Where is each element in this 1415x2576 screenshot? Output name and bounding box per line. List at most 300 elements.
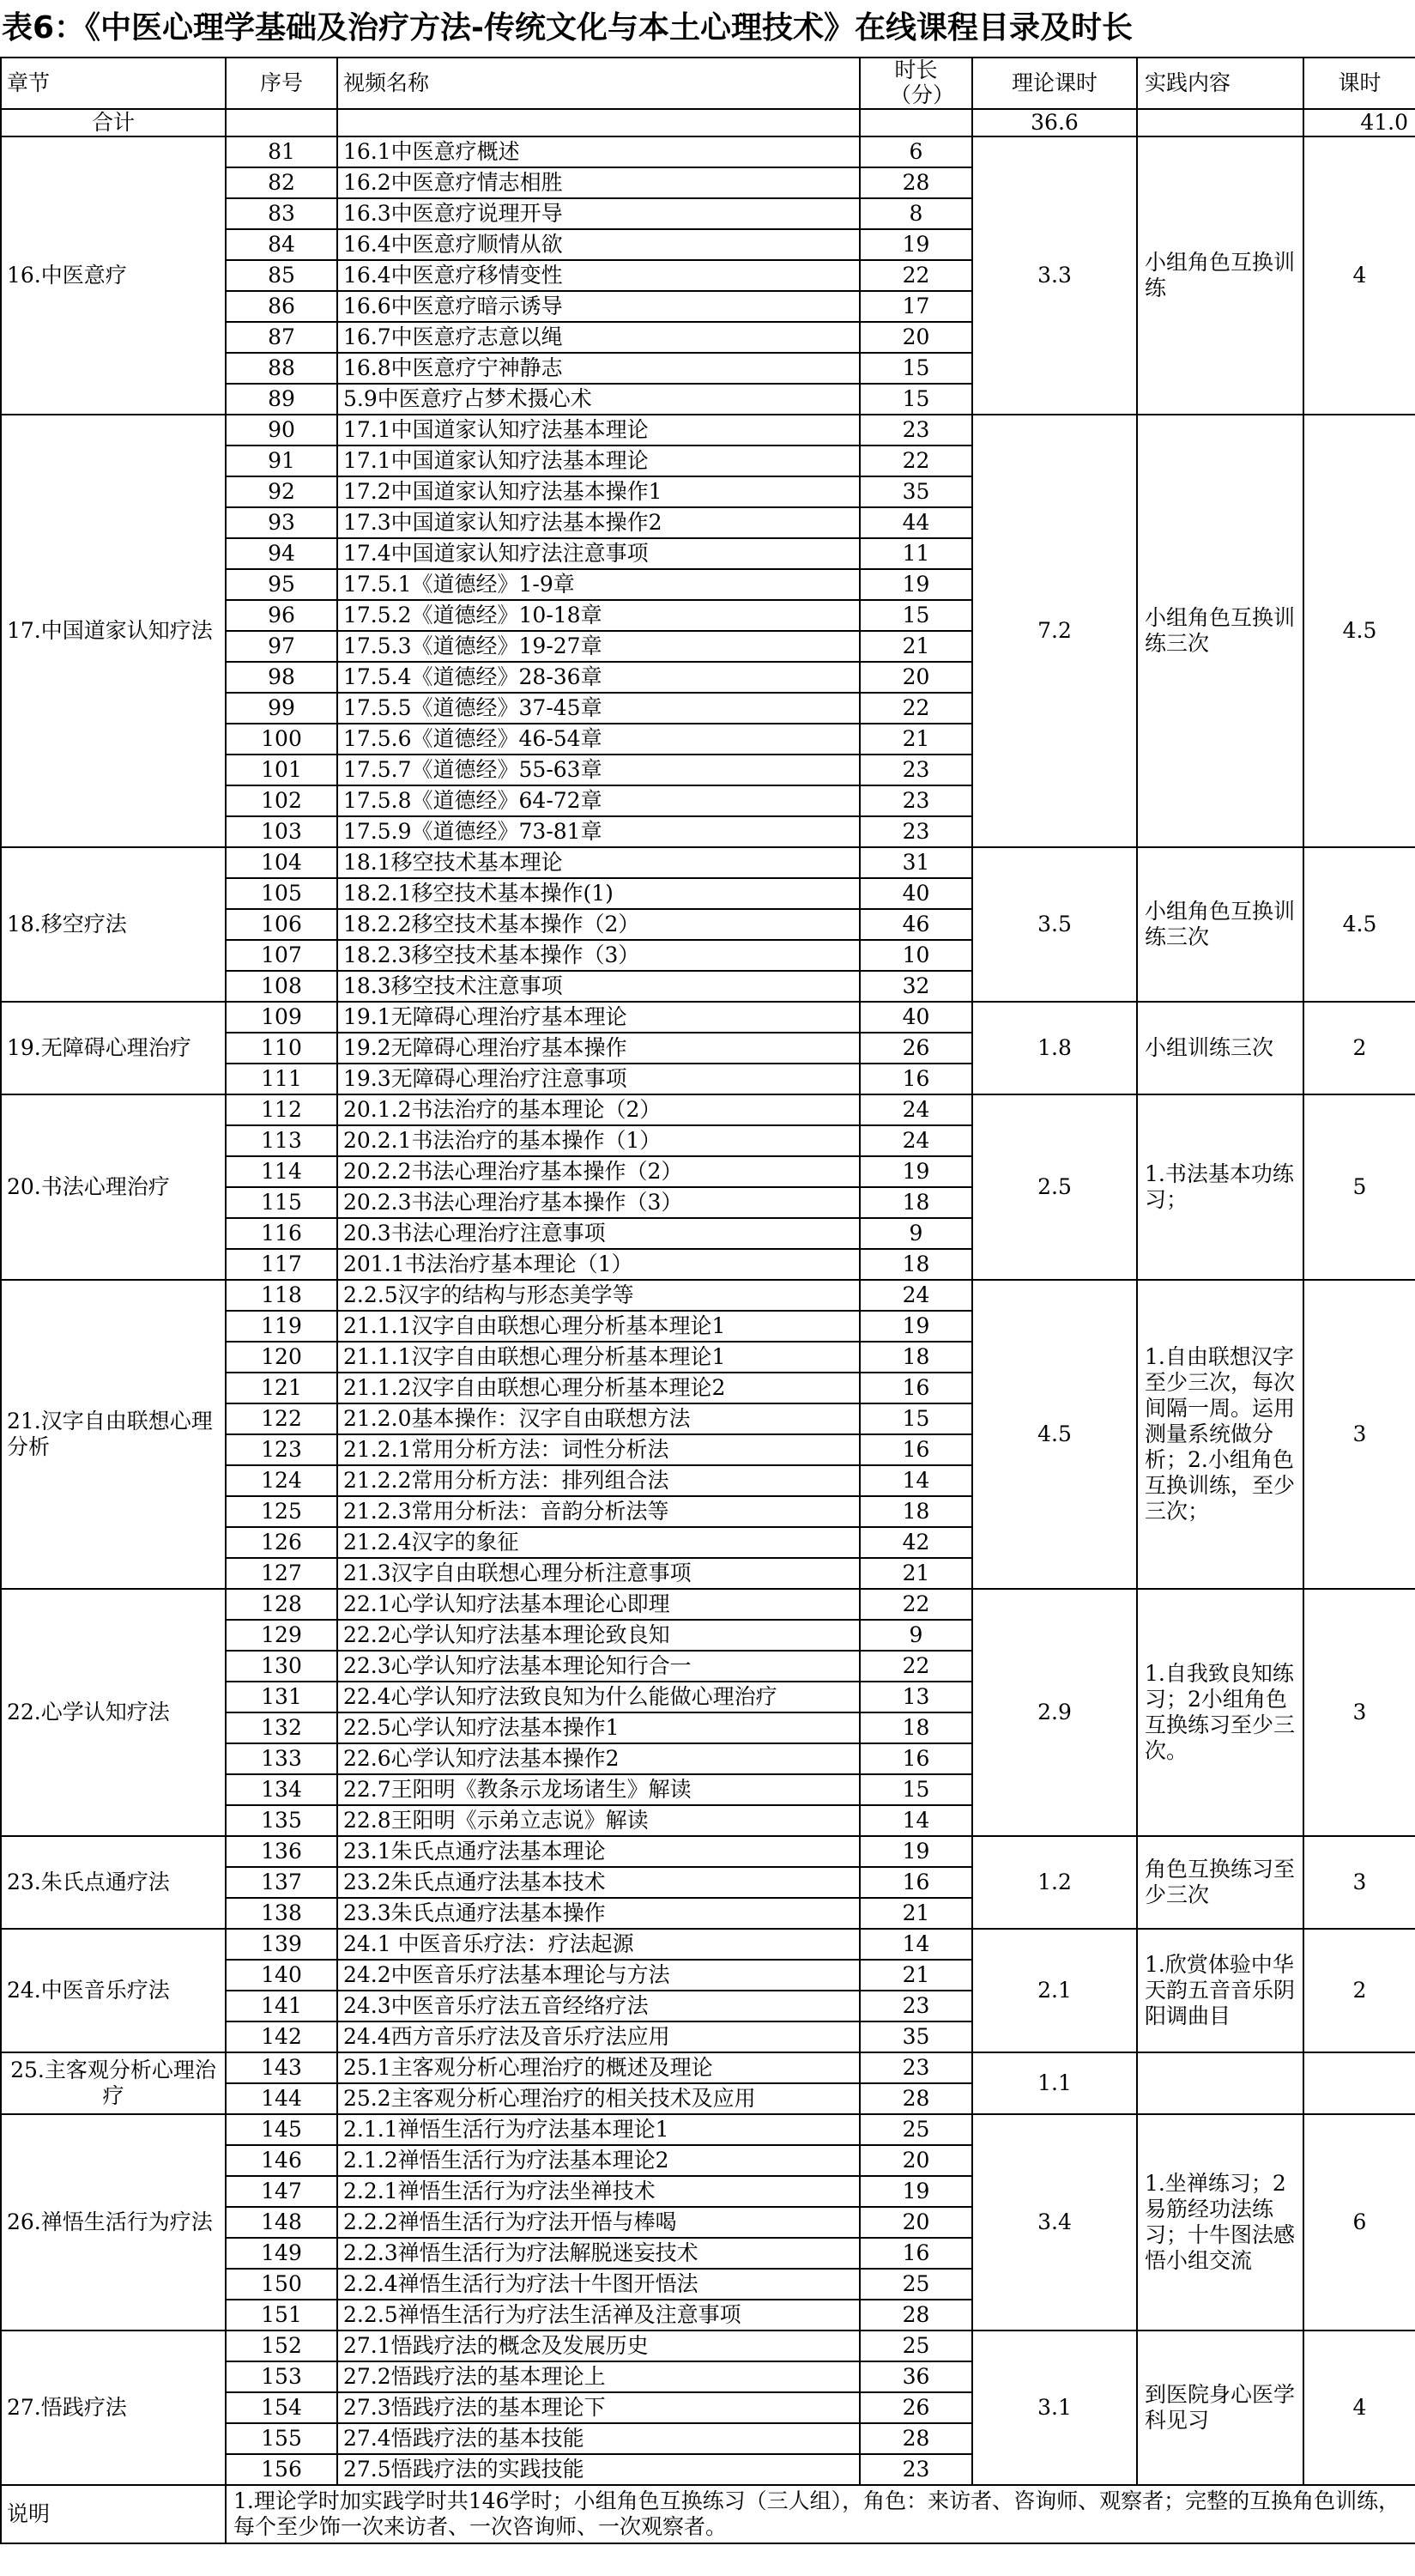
item-video-name: 19.3无障碍心理治疗注意事项 xyxy=(337,1064,860,1094)
item-video-name: 20.2.3书法心理治疗基本操作（3） xyxy=(337,1187,860,1218)
item-video-name: 2.2.1禅悟生活行为疗法坐禅技术 xyxy=(337,2176,860,2207)
practice-content-cell: 到医院身心医学科见习 xyxy=(1137,2331,1303,2485)
class-hours-cell: 4 xyxy=(1303,136,1415,415)
item-video-name: 27.3悟践疗法的基本理论下 xyxy=(337,2392,860,2423)
item-duration: 42 xyxy=(860,1527,972,1558)
item-duration: 24 xyxy=(860,1280,972,1311)
practice-content-cell: 1.自我致良知练习；2小组角色互换练习至少三次。 xyxy=(1137,1589,1303,1836)
item-video-name: 17.5.4《道德经》28-36章 xyxy=(337,662,860,693)
item-video-name: 21.2.1常用分析方法：词性分析法 xyxy=(337,1434,860,1465)
chapter-cell: 21.汉字自由联想心理分析 xyxy=(1,1280,226,1589)
item-duration: 25 xyxy=(860,2114,972,2145)
table-row xyxy=(1,1929,1415,1960)
total-label: 合计 xyxy=(1,109,226,136)
item-video-name: 24.1 中医音乐疗法：疗法起源 xyxy=(337,1929,860,1960)
item-num: 89 xyxy=(226,384,337,415)
item-num: 118 xyxy=(226,1280,337,1311)
item-video-name: 24.3中医音乐疗法五音经络疗法 xyxy=(337,1991,860,2021)
item-video-name: 16.6中医意疗暗示诱导 xyxy=(337,291,860,322)
class-hours-cell xyxy=(1303,2052,1415,2114)
item-num: 138 xyxy=(226,1898,337,1929)
chapter-cell: 16.中医意疗 xyxy=(1,136,226,415)
item-video-name: 17.1中国道家认知疗法基本理论 xyxy=(337,445,860,476)
item-duration: 19 xyxy=(860,1156,972,1187)
item-video-name: 23.3朱氏点通疗法基本操作 xyxy=(337,1898,860,1929)
item-duration: 8 xyxy=(860,198,972,229)
table-row xyxy=(1,847,1415,878)
item-duration: 18 xyxy=(860,1249,972,1280)
item-video-name: 19.2无障碍心理治疗基本操作 xyxy=(337,1033,860,1064)
item-duration: 16 xyxy=(860,2238,972,2269)
item-duration: 22 xyxy=(860,445,972,476)
item-num: 97 xyxy=(226,631,337,662)
item-num: 137 xyxy=(226,1867,337,1898)
item-duration: 14 xyxy=(860,1805,972,1836)
item-num: 121 xyxy=(226,1373,337,1403)
item-video-name: 17.5.2《道德经》10-18章 xyxy=(337,600,860,631)
item-num: 115 xyxy=(226,1187,337,1218)
item-duration: 28 xyxy=(860,2300,972,2331)
item-video-name: 2.1.1禅悟生活行为疗法基本理论1 xyxy=(337,2114,860,2145)
header-num: 序号 xyxy=(226,58,337,109)
item-num: 156 xyxy=(226,2454,337,2485)
item-num: 129 xyxy=(226,1620,337,1651)
item-duration: 14 xyxy=(860,1929,972,1960)
item-video-name: 19.1无障碍心理治疗基本理论 xyxy=(337,1002,860,1033)
item-duration: 23 xyxy=(860,785,972,816)
chapter-cell: 18.移空疗法 xyxy=(1,847,226,1002)
item-video-name: 24.4西方音乐疗法及音乐疗法应用 xyxy=(337,2021,860,2052)
theory-hours-cell: 3.4 xyxy=(972,2114,1137,2331)
table-row xyxy=(1,2114,1415,2145)
chapter-cell: 25.主客观分析心理治疗 xyxy=(1,2052,226,2114)
item-duration: 20 xyxy=(860,2145,972,2176)
item-num: 147 xyxy=(226,2176,337,2207)
item-num: 128 xyxy=(226,1589,337,1620)
item-num: 127 xyxy=(226,1558,337,1589)
item-duration: 25 xyxy=(860,2331,972,2361)
item-video-name: 18.1移空技术基本理论 xyxy=(337,847,860,878)
item-duration: 46 xyxy=(860,909,972,940)
chapter-cell: 17.中国道家认知疗法 xyxy=(1,415,226,847)
item-num: 106 xyxy=(226,909,337,940)
table-row xyxy=(1,1002,1415,1033)
table-row xyxy=(1,2052,1415,2083)
item-num: 152 xyxy=(226,2331,337,2361)
item-duration: 22 xyxy=(860,260,972,291)
item-num: 93 xyxy=(226,507,337,538)
item-duration: 9 xyxy=(860,1218,972,1249)
item-num: 151 xyxy=(226,2300,337,2331)
item-video-name: 17.1中国道家认知疗法基本理论 xyxy=(337,415,860,445)
item-duration: 9 xyxy=(860,1620,972,1651)
total-name-cell xyxy=(337,109,860,136)
item-video-name: 2.2.5禅悟生活行为疗法生活禅及注意事项 xyxy=(337,2300,860,2331)
item-num: 94 xyxy=(226,538,337,569)
item-duration: 23 xyxy=(860,2454,972,2485)
item-duration: 18 xyxy=(860,1342,972,1373)
item-video-name: 17.5.5《道德经》37-45章 xyxy=(337,693,860,724)
item-num: 132 xyxy=(226,1712,337,1743)
item-num: 104 xyxy=(226,847,337,878)
theory-hours-cell: 3.3 xyxy=(972,136,1137,415)
item-num: 146 xyxy=(226,2145,337,2176)
item-num: 135 xyxy=(226,1805,337,1836)
item-num: 123 xyxy=(226,1434,337,1465)
item-duration: 16 xyxy=(860,1434,972,1465)
item-video-name: 23.2朱氏点通疗法基本技术 xyxy=(337,1867,860,1898)
item-duration: 21 xyxy=(860,1960,972,1991)
item-num: 141 xyxy=(226,1991,337,2021)
item-video-name: 17.3中国道家认知疗法基本操作2 xyxy=(337,507,860,538)
item-video-name: 18.2.2移空技术基本操作（2） xyxy=(337,909,860,940)
item-num: 149 xyxy=(226,2238,337,2269)
practice-content-cell: 小组角色互换训练 xyxy=(1137,136,1303,415)
course-catalog-table xyxy=(0,57,1415,2544)
item-num: 154 xyxy=(226,2392,337,2423)
item-video-name: 18.2.3移空技术基本操作（3） xyxy=(337,940,860,971)
item-num: 108 xyxy=(226,971,337,1002)
total-row xyxy=(1,109,1415,136)
item-duration: 16 xyxy=(860,1064,972,1094)
item-video-name: 16.2中医意疗情志相胜 xyxy=(337,167,860,198)
item-video-name: 17.5.3《道德经》19-27章 xyxy=(337,631,860,662)
item-num: 105 xyxy=(226,878,337,909)
chapter-cell: 27.悟践疗法 xyxy=(1,2331,226,2485)
item-video-name: 22.4心学认知疗法致良知为什么能做心理治疗 xyxy=(337,1682,860,1712)
item-video-name: 5.9中医意疗占梦术摄心术 xyxy=(337,384,860,415)
item-num: 120 xyxy=(226,1342,337,1373)
table-row xyxy=(1,2331,1415,2361)
chapter-cell: 20.书法心理治疗 xyxy=(1,1094,226,1280)
item-video-name: 20.1.2书法治疗的基本理论（2） xyxy=(337,1094,860,1125)
theory-hours-cell: 1.1 xyxy=(972,2052,1137,2114)
item-video-name: 21.2.2常用分析方法：排列组合法 xyxy=(337,1465,860,1496)
theory-hours-cell: 3.5 xyxy=(972,847,1137,1002)
item-video-name: 22.8王阳明《示弟立志说》解读 xyxy=(337,1805,860,1836)
theory-hours-cell: 2.5 xyxy=(972,1094,1137,1280)
item-duration: 20 xyxy=(860,322,972,353)
item-video-name: 21.2.3常用分析法：音韵分析法等 xyxy=(337,1496,860,1527)
item-num: 81 xyxy=(226,136,337,167)
chapter-cell: 23.朱氏点通疗法 xyxy=(1,1836,226,1929)
item-duration: 36 xyxy=(860,2361,972,2392)
item-duration: 17 xyxy=(860,291,972,322)
total-hours: 41.0 xyxy=(1303,109,1415,136)
item-duration: 40 xyxy=(860,878,972,909)
item-duration: 24 xyxy=(860,1094,972,1125)
theory-hours-cell: 2.9 xyxy=(972,1589,1137,1836)
item-num: 124 xyxy=(226,1465,337,1496)
item-duration: 19 xyxy=(860,1311,972,1342)
item-num: 100 xyxy=(226,724,337,755)
total-num-cell xyxy=(226,109,337,136)
item-duration: 22 xyxy=(860,693,972,724)
item-video-name: 25.1主客观分析心理治疗的概述及理论 xyxy=(337,2052,860,2083)
item-num: 117 xyxy=(226,1249,337,1280)
item-num: 116 xyxy=(226,1218,337,1249)
item-video-name: 22.2心学认知疗法基本理论致良知 xyxy=(337,1620,860,1651)
item-duration: 23 xyxy=(860,415,972,445)
class-hours-cell: 2 xyxy=(1303,1929,1415,2052)
item-num: 90 xyxy=(226,415,337,445)
item-duration: 16 xyxy=(860,1373,972,1403)
item-duration: 22 xyxy=(860,1589,972,1620)
item-duration: 16 xyxy=(860,1867,972,1898)
item-video-name: 21.2.4汉字的象征 xyxy=(337,1527,860,1558)
total-practice-cell xyxy=(1137,109,1303,136)
header-hours: 课时 xyxy=(1303,58,1415,109)
item-duration: 21 xyxy=(860,724,972,755)
item-video-name: 21.1.2汉字自由联想心理分析基本理论2 xyxy=(337,1373,860,1403)
item-duration: 26 xyxy=(860,1033,972,1064)
item-num: 99 xyxy=(226,693,337,724)
item-video-name: 2.2.3禅悟生活行为疗法解脱迷妄技术 xyxy=(337,2238,860,2269)
item-duration: 11 xyxy=(860,538,972,569)
item-video-name: 22.7王阳明《教条示龙场诸生》解读 xyxy=(337,1774,860,1805)
practice-content-cell: 1.欣赏体验中华天韵五音音乐阴阳调曲目 xyxy=(1137,1929,1303,2052)
table-row xyxy=(1,1836,1415,1867)
item-video-name: 16.8中医意疗宁神静志 xyxy=(337,353,860,384)
item-duration: 31 xyxy=(860,847,972,878)
header-name: 视频名称 xyxy=(337,58,860,109)
item-duration: 20 xyxy=(860,662,972,693)
item-duration: 15 xyxy=(860,1403,972,1434)
item-duration: 19 xyxy=(860,2176,972,2207)
item-num: 143 xyxy=(226,2052,337,2083)
class-hours-cell: 4.5 xyxy=(1303,847,1415,1002)
chapter-cell: 24.中医音乐疗法 xyxy=(1,1929,226,2052)
item-num: 101 xyxy=(226,755,337,785)
item-video-name: 17.5.1《道德经》1-9章 xyxy=(337,569,860,600)
practice-content-cell: 1.自由联想汉字至少三次，每次间隔一周。运用测量系统做分析；2.小组角色互换训练，至少三次； xyxy=(1137,1280,1303,1589)
item-duration: 15 xyxy=(860,600,972,631)
item-video-name: 201.1书法治疗基本理论（1） xyxy=(337,1249,860,1280)
theory-hours-cell: 1.2 xyxy=(972,1836,1137,1929)
item-duration: 35 xyxy=(860,2021,972,2052)
page-title: 表6：《中医心理学基础及治疗方法-传统文化与本土心理技术》在线课程目录及时长 xyxy=(2,10,1133,45)
class-hours-cell: 2 xyxy=(1303,1002,1415,1094)
item-num: 111 xyxy=(226,1064,337,1094)
theory-hours-cell: 2.1 xyxy=(972,1929,1137,2052)
item-duration: 18 xyxy=(860,1496,972,1527)
item-num: 155 xyxy=(226,2423,337,2454)
header-duration: 时长（分） xyxy=(860,58,972,109)
item-num: 148 xyxy=(226,2207,337,2238)
practice-content-cell: 角色互换练习至少三次 xyxy=(1137,1836,1303,1929)
class-hours-cell: 3 xyxy=(1303,1589,1415,1836)
item-video-name: 21.1.1汉字自由联想心理分析基本理论1 xyxy=(337,1342,860,1373)
theory-hours-cell: 4.5 xyxy=(972,1280,1137,1589)
item-duration: 32 xyxy=(860,971,972,1002)
practice-content-cell: 小组角色互换训练三次 xyxy=(1137,847,1303,1002)
item-video-name: 22.6心学认知疗法基本操作2 xyxy=(337,1743,860,1774)
item-duration: 21 xyxy=(860,631,972,662)
item-duration: 13 xyxy=(860,1682,972,1712)
item-duration: 44 xyxy=(860,507,972,538)
item-video-name: 21.2.0基本操作：汉字自由联想方法 xyxy=(337,1403,860,1434)
item-num: 140 xyxy=(226,1960,337,1991)
item-video-name: 18.2.1移空技术基本操作(1) xyxy=(337,878,860,909)
item-duration: 18 xyxy=(860,1712,972,1743)
item-num: 130 xyxy=(226,1651,337,1682)
header-practice: 实践内容 xyxy=(1137,58,1303,109)
item-num: 83 xyxy=(226,198,337,229)
theory-hours-cell: 3.1 xyxy=(972,2331,1137,2485)
header-theory: 理论课时 xyxy=(972,58,1137,109)
item-duration: 16 xyxy=(860,1743,972,1774)
item-video-name: 2.1.2禅悟生活行为疗法基本理论2 xyxy=(337,2145,860,2176)
item-video-name: 2.2.5汉字的结构与形态美学等 xyxy=(337,1280,860,1311)
item-video-name: 27.4悟践疗法的基本技能 xyxy=(337,2423,860,2454)
item-num: 84 xyxy=(226,229,337,260)
item-num: 102 xyxy=(226,785,337,816)
class-hours-cell: 6 xyxy=(1303,2114,1415,2331)
item-duration: 20 xyxy=(860,2207,972,2238)
item-video-name: 16.1中医意疗概述 xyxy=(337,136,860,167)
table-row xyxy=(1,1589,1415,1620)
item-video-name: 16.7中医意疗志意以绳 xyxy=(337,322,860,353)
item-num: 109 xyxy=(226,1002,337,1033)
item-video-name: 27.5悟践疗法的实践技能 xyxy=(337,2454,860,2485)
item-video-name: 21.1.1汉字自由联想心理分析基本理论1 xyxy=(337,1311,860,1342)
item-video-name: 16.4中医意疗移情变性 xyxy=(337,260,860,291)
item-num: 119 xyxy=(226,1311,337,1342)
item-duration: 15 xyxy=(860,1774,972,1805)
item-video-name: 16.3中医意疗说理开导 xyxy=(337,198,860,229)
total-duration-cell xyxy=(860,109,972,136)
item-duration: 26 xyxy=(860,2392,972,2423)
item-video-name: 21.3汉字自由联想心理分析注意事项 xyxy=(337,1558,860,1589)
item-video-name: 23.1朱氏点通疗法基本理论 xyxy=(337,1836,860,1867)
theory-hours-cell: 7.2 xyxy=(972,415,1137,847)
item-video-name: 22.5心学认知疗法基本操作1 xyxy=(337,1712,860,1743)
item-video-name: 17.4中国道家认知疗法注意事项 xyxy=(337,538,860,569)
item-num: 96 xyxy=(226,600,337,631)
chapter-cell: 26.禅悟生活行为疗法 xyxy=(1,2114,226,2331)
item-num: 126 xyxy=(226,1527,337,1558)
item-duration: 19 xyxy=(860,569,972,600)
table-row xyxy=(1,1280,1415,1311)
item-num: 88 xyxy=(226,353,337,384)
item-num: 145 xyxy=(226,2114,337,2145)
item-video-name: 25.2主客观分析心理治疗的相关技术及应用 xyxy=(337,2083,860,2114)
item-video-name: 27.1悟践疗法的概念及发展历史 xyxy=(337,2331,860,2361)
item-duration: 23 xyxy=(860,2052,972,2083)
practice-content-cell: 小组角色互换训练三次 xyxy=(1137,415,1303,847)
item-video-name: 20.2.1书法治疗的基本操作（1） xyxy=(337,1125,860,1156)
item-num: 114 xyxy=(226,1156,337,1187)
item-duration: 28 xyxy=(860,2423,972,2454)
item-duration: 19 xyxy=(860,1836,972,1867)
practice-content-cell xyxy=(1137,2052,1303,2114)
item-duration: 23 xyxy=(860,816,972,847)
item-video-name: 27.2悟践疗法的基本理论上 xyxy=(337,2361,860,2392)
item-duration: 35 xyxy=(860,476,972,507)
item-num: 91 xyxy=(226,445,337,476)
note-row xyxy=(1,2485,1415,2543)
item-video-name: 20.3书法心理治疗注意事项 xyxy=(337,1218,860,1249)
item-video-name: 20.2.2书法心理治疗基本操作（2） xyxy=(337,1156,860,1187)
item-num: 92 xyxy=(226,476,337,507)
theory-hours-cell: 1.8 xyxy=(972,1002,1137,1094)
item-duration: 6 xyxy=(860,136,972,167)
item-duration: 23 xyxy=(860,755,972,785)
item-video-name: 22.3心学认知疗法基本理论知行合一 xyxy=(337,1651,860,1682)
item-num: 131 xyxy=(226,1682,337,1712)
item-video-name: 18.3移空技术注意事项 xyxy=(337,971,860,1002)
item-num: 153 xyxy=(226,2361,337,2392)
item-num: 150 xyxy=(226,2269,337,2300)
item-num: 122 xyxy=(226,1403,337,1434)
item-num: 87 xyxy=(226,322,337,353)
class-hours-cell: 3 xyxy=(1303,1280,1415,1589)
item-num: 134 xyxy=(226,1774,337,1805)
table-row xyxy=(1,1094,1415,1125)
table-row xyxy=(1,415,1415,445)
item-video-name: 17.5.6《道德经》46-54章 xyxy=(337,724,860,755)
item-video-name: 24.2中医音乐疗法基本理论与方法 xyxy=(337,1960,860,1991)
item-num: 110 xyxy=(226,1033,337,1064)
item-video-name: 17.5.8《道德经》64-72章 xyxy=(337,785,860,816)
item-num: 113 xyxy=(226,1125,337,1156)
item-num: 125 xyxy=(226,1496,337,1527)
class-hours-cell: 5 xyxy=(1303,1094,1415,1280)
practice-content-cell: 1.坐禅练习；2易筋经功法练习；十牛图法感悟小组交流 xyxy=(1137,2114,1303,2331)
item-num: 95 xyxy=(226,569,337,600)
item-video-name: 2.2.4禅悟生活行为疗法十牛图开悟法 xyxy=(337,2269,860,2300)
item-video-name: 17.2中国道家认知疗法基本操作1 xyxy=(337,476,860,507)
item-video-name: 17.5.9《道德经》73-81章 xyxy=(337,816,860,847)
item-num: 144 xyxy=(226,2083,337,2114)
item-duration: 14 xyxy=(860,1465,972,1496)
item-duration: 10 xyxy=(860,940,972,971)
header-chapter: 章节 xyxy=(1,58,226,109)
class-hours-cell: 4.5 xyxy=(1303,415,1415,847)
item-duration: 28 xyxy=(860,2083,972,2114)
item-num: 98 xyxy=(226,662,337,693)
item-video-name: 17.5.7《道德经》55-63章 xyxy=(337,755,860,785)
item-num: 112 xyxy=(226,1094,337,1125)
header-row xyxy=(1,58,1415,109)
item-video-name: 16.4中医意疗顺情从欲 xyxy=(337,229,860,260)
class-hours-cell: 4 xyxy=(1303,2331,1415,2485)
item-duration: 23 xyxy=(860,1991,972,2021)
practice-content-cell: 1.书法基本功练习； xyxy=(1137,1094,1303,1280)
practice-content-cell: 小组训练三次 xyxy=(1137,1002,1303,1094)
item-num: 82 xyxy=(226,167,337,198)
item-num: 142 xyxy=(226,2021,337,2052)
item-duration: 21 xyxy=(860,1558,972,1589)
total-theory: 36.6 xyxy=(972,109,1137,136)
item-num: 136 xyxy=(226,1836,337,1867)
item-duration: 15 xyxy=(860,353,972,384)
item-duration: 18 xyxy=(860,1187,972,1218)
item-duration: 24 xyxy=(860,1125,972,1156)
item-num: 85 xyxy=(226,260,337,291)
item-num: 133 xyxy=(226,1743,337,1774)
item-video-name: 22.1心学认知疗法基本理论心即理 xyxy=(337,1589,860,1620)
item-num: 139 xyxy=(226,1929,337,1960)
class-hours-cell: 3 xyxy=(1303,1836,1415,1929)
chapter-cell: 19.无障碍心理治疗 xyxy=(1,1002,226,1094)
item-num: 86 xyxy=(226,291,337,322)
note-label: 说明 xyxy=(1,2485,226,2543)
item-num: 103 xyxy=(226,816,337,847)
item-duration: 40 xyxy=(860,1002,972,1033)
chapter-cell: 22.心学认知疗法 xyxy=(1,1589,226,1836)
item-video-name: 2.2.2禅悟生活行为疗法开悟与棒喝 xyxy=(337,2207,860,2238)
